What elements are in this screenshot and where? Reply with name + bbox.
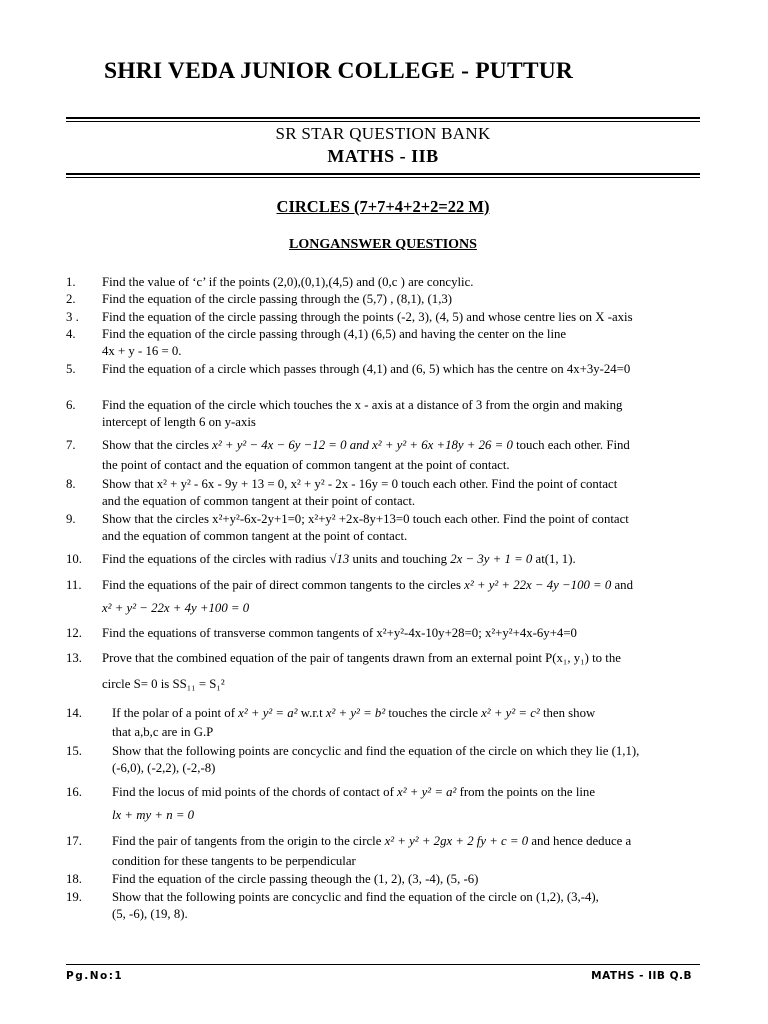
- question-text-continued: circle S= 0 is SS₁₁ = S₁²: [102, 677, 225, 691]
- question-text: Find the equation of a circle which passes through (4,1) and (6, 5) which has the centre on 4x+3y-24=0: [102, 362, 631, 376]
- question-number: 13.: [66, 651, 82, 665]
- question-number: 17.: [66, 834, 82, 848]
- equation: 2x − 3y + 1 = 0: [450, 552, 533, 566]
- question-text-continued: (5, -6), (19, 8).: [112, 907, 188, 921]
- equation: lx + my + n = 0: [112, 808, 195, 822]
- question-text-continued: the point of contact and the equation of common tangent at the point of contact.: [102, 458, 510, 472]
- question-number: 9.: [66, 512, 76, 526]
- question-text: Find the equation of the circle passing through the points (-2, 3), (4, 5) and whose centre lies on X -axis: [102, 310, 633, 324]
- question-text: Show that x² + y² - 6x - 9y + 13 = 0, x² + y² - 2x - 16y = 0 touch each other. Find the point of contact: [102, 477, 618, 491]
- question-text: Show that the following points are concyclic and find the equation of the circle on which they lie (1,1),: [112, 744, 640, 758]
- question-text: then show: [542, 706, 596, 720]
- question-text: Show that the circles x²+y²-6x-2y+1=0; x²+y² +2x-8y+13=0 touch each other. Find the point of contact: [102, 512, 629, 526]
- question-text: Find the equation of the circle passing theough the (1, 2), (3, -4), (5, -6): [112, 872, 479, 886]
- footer-rule: [66, 964, 700, 965]
- equation: x² + y² + 22x − 4y −100 = 0: [464, 578, 612, 592]
- question-text: at(1, 1).: [535, 552, 576, 566]
- question-number: 2.: [66, 292, 76, 306]
- point-expression: P(x₁, y₁): [545, 651, 589, 665]
- section-title: LONGANSWER QUESTIONS: [289, 237, 477, 252]
- question-text: w.r.t: [300, 706, 323, 720]
- question-text: to the: [592, 651, 621, 665]
- question-text: Find the locus of mid points of the chords of contact of: [112, 785, 394, 799]
- question-text: Find the equations of the circles with radius: [102, 552, 327, 566]
- subject-title: MATHS - IIB: [327, 146, 439, 166]
- question-text-continued: (-6,0), (-2,2), (-2,-8): [112, 761, 216, 775]
- question-text: Show that the circles: [102, 438, 209, 452]
- question-number: 11.: [66, 578, 82, 592]
- question-text: Find the equations of transverse common tangents of x²+y²-4x-10y+28=0; x²+y²+4x-6y+4=0: [102, 626, 577, 640]
- equation: x² + y² = b²: [325, 706, 386, 720]
- question-text-continued: condition for these tangents to be perpendicular: [112, 854, 356, 868]
- question-number: 14.: [66, 706, 82, 720]
- question-number: 3 .: [66, 310, 79, 324]
- equation: x² + y² − 22x + 4y +100 = 0: [102, 601, 250, 615]
- question-number: 1.: [66, 275, 76, 289]
- question-text-continued: and the equation of common tangent at the point of contact.: [102, 529, 408, 543]
- header-rule-thin: [66, 121, 700, 122]
- question-number: 19.: [66, 890, 82, 904]
- equation: x² + y² = a²: [238, 706, 298, 720]
- header-rule-thick: [66, 117, 700, 119]
- question-text: Prove that the combined equation of the pair of tangents drawn from an external point: [102, 651, 542, 665]
- page-number: Pg.No:1: [66, 970, 124, 982]
- question-number: 4.: [66, 327, 76, 341]
- question-text: and hence deduce a: [531, 834, 632, 848]
- question-text: units and touching: [352, 552, 448, 566]
- question-bank-title: SR STAR QUESTION BANK: [275, 124, 491, 143]
- question-text: Find the pair of tangents from the origin to the circle: [112, 834, 382, 848]
- question-text: Find the value of ‘c’ if the points (2,0),(0,1),(4,5) and (0,c ) are concylic.: [102, 275, 474, 289]
- question-text: and: [614, 578, 633, 592]
- question-number: 18.: [66, 872, 82, 886]
- question-text-continued: and the equation of common tangent at their point of contact.: [102, 494, 416, 508]
- subject-rule-thick: [66, 173, 700, 175]
- question-number: 7.: [66, 438, 76, 452]
- footer-title: MATHS - IIB Q.B: [591, 970, 692, 982]
- question-text-continued: intercept of length 6 on y-axis: [102, 415, 256, 429]
- question-number: 5.: [66, 362, 76, 376]
- question-text: If the polar of a point of: [112, 706, 235, 720]
- radius-expression: √13: [329, 552, 350, 566]
- question-text: Find the equation of the circle passing through (4,1) (6,5) and having the center on the line: [102, 327, 567, 341]
- question-text: Find the equations of the pair of direct common tangents to the circles: [102, 578, 461, 592]
- question-number: 16.: [66, 785, 82, 799]
- question-number: 15.: [66, 744, 82, 758]
- question-number: 12.: [66, 626, 82, 640]
- question-text: touches the circle: [388, 706, 478, 720]
- topic-title: CIRCLES (7+7+4+2+2=22 M): [276, 197, 490, 216]
- subject-rule-thin: [66, 177, 700, 178]
- equation: x² + y² = c²: [481, 706, 540, 720]
- question-text: Find the equation of the circle passing through the (5,7) , (8,1), (1,3): [102, 292, 453, 306]
- question-number: 10.: [66, 552, 82, 566]
- college-name: SHRI VEDA JUNIOR COLLEGE - PUTTUR: [104, 58, 574, 84]
- question-text: touch each other. Find: [516, 438, 630, 452]
- question-number: 8.: [66, 477, 76, 491]
- question-text: from the points on the line: [459, 785, 596, 799]
- equation: x² + y² + 2gx + 2 fy + c = 0: [384, 834, 529, 848]
- equation: x² + y² − 4x − 6y −12 = 0 and x² + y² + 6x +18y + 26 = 0: [212, 438, 513, 452]
- question-number: 6.: [66, 398, 76, 412]
- question-text: Find the equation of the circle which touches the x - axis at a distance of 3 from the orgin and making: [102, 398, 623, 412]
- equation: x² + y² = a²: [397, 785, 457, 799]
- question-text-continued: 4x + y - 16 = 0.: [102, 344, 182, 358]
- question-text-continued: that a,b,c are in G.P: [112, 725, 214, 739]
- question-text: Show that the following points are concyclic and find the equation of the circle on (1,2), (3,-4),: [112, 890, 599, 904]
